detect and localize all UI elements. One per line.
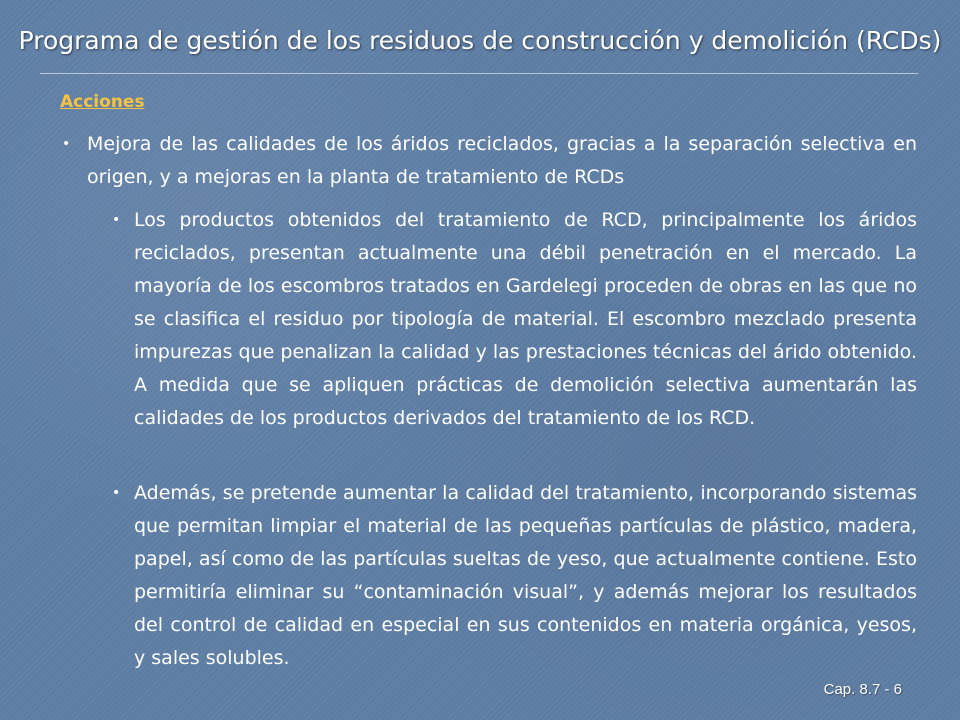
sub-bullet-text-products: Los productos obtenidos del tratamiento de RCD, principalmente los áridos reciclados, presentan actualmente una débil penetración en el mercado. La mayoría de los escombros tratados en Gardelegi proceden de obras en las que no se clasifica el residuo por tipología de material. El escombro mezclado presenta impurezas que penalizan la calidad y las prestaciones técnicas del árido obtenido. A medida que se apliquen prácticas de demolición selectiva aumentarán las calidades de los productos derivados del tratamiento de los RCD. [134,209,917,429]
bullet-text-main: Mejora de las calidades de los áridos reciclados, gracias a la separación selectiva en origen, y a mejoras en la planta de tratamiento de RCDs [87,133,917,188]
sub-bullet-text-treatment: Además, se pretende aumentar la calidad del tratamiento, incorporando sistemas que permitan limpiar el material de las pequeñas partículas de plástico, madera, papel, así como de las partículas sueltas de yeso, que actualmente contiene. Esto permitiría eliminar su “contaminación visual”, y además mejorar los resultados del control de calidad en especial en sus contenidos en materia orgánica, yesos, y sales solubles. [134,482,917,669]
bullet-marker: • [112,212,121,228]
title-divider [40,73,918,74]
bullet-marker: • [62,136,71,152]
bullet-marker: • [112,485,121,501]
section-heading: Acciones [60,92,145,112]
slide-title: Programa de gestión de los residuos de construcción y demolición (RCDs) [18,26,942,55]
page-number: Cap. 8.7 - 6 [823,681,902,698]
